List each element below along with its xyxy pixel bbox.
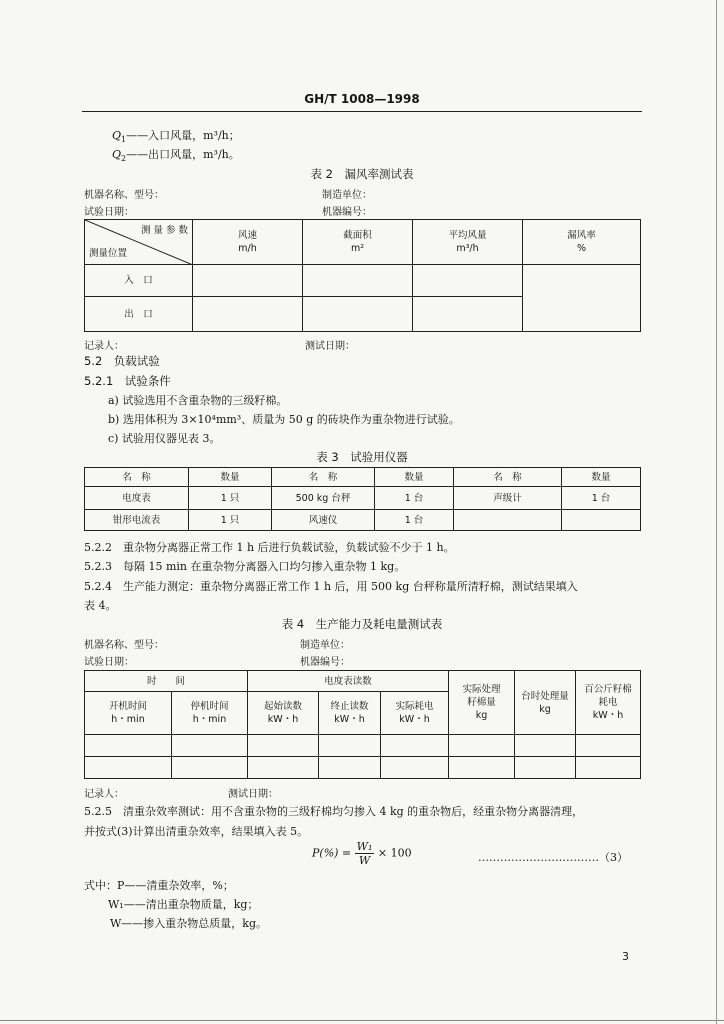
table4-header: 终止读数 kW・h [319,692,381,735]
table-cell [515,757,576,779]
table-cell [413,297,523,332]
standard-number: GH/T 1008—1998 [304,92,420,106]
table-cell [85,757,172,779]
table4-test-date: 试验日期： [84,657,134,668]
table-cell [449,735,515,757]
def-q2: $Q_2——$出口风量，m³/h。 [112,148,240,164]
table-cell: 1 台 [562,487,641,510]
table2-row-label: 入 口 [85,265,193,297]
condition-a: a) 试验选用不含重杂物的三级籽棉。 [108,394,288,407]
table-cell [523,265,641,332]
table-cell: 声级计 [454,487,562,510]
table-cell: 风速仪 [272,510,375,531]
clause-5-2-2: 5.2.2 重杂物分离器正常工作 1 h 后进行负载试验，负载试验不少于 1 h。 [84,541,455,554]
page-edge [0,1020,724,1021]
table3-header: 名 称 [272,468,375,487]
table2-machine-no: 机器编号： [322,207,372,218]
table-cell [319,757,381,779]
table2 [84,219,641,332]
clause-5-2-3: 5.2.3 每隔 15 min 在重杂物分离器入口均匀掺入重杂物 1 kg。 [84,560,406,573]
table2-caption: 表 2 漏风率测试表 [310,167,414,181]
table4-machine-no: 机器编号： [300,657,350,668]
table2-maker: 制造单位： [322,190,372,201]
table4-group-meter: 电度表读数 [248,671,449,692]
table4-maker: 制造单位： [300,640,350,651]
table2-row-label: 出 口 [85,297,193,332]
def-p: 式中：P——清重杂效率，%； [84,879,234,892]
table-cell: 1 只 [189,487,272,510]
table2-header: 平均风量 m³/h [413,220,523,265]
table-cell [172,735,248,757]
table3-header: 名 称 [85,468,189,487]
table-cell: 500 kg 台秤 [272,487,375,510]
table4-header: 停机时间 h・min [172,692,248,735]
table3-header: 数量 [562,468,641,487]
condition-b: b) 选用体积为 3×10⁴mm³、质量为 50 g 的砖块作为重杂物进行试验。 [108,413,460,426]
table-cell [319,735,381,757]
table-cell: 1 台 [375,510,454,531]
table-cell [172,757,248,779]
def-w1: W₁——清出重杂物质量，kg； [108,898,259,911]
clause-5-2-4-cont: 表 4。 [84,599,117,612]
clause-5-2-5-cont: 并按式(3)计算出清重杂效率，结果填入表 5。 [84,825,309,838]
header-rule [82,111,642,112]
table-cell [576,735,641,757]
table-cell [454,510,562,531]
table2-header: 漏风率 % [523,220,641,265]
table-cell [515,735,576,757]
section-5-2: 5.2 负载试验 [84,354,160,368]
table4-header-100kg: 百公斤籽棉 耗电 kW・h [576,671,641,735]
table-cell [303,297,413,332]
formula-fraction: $\frac{\text{W₁}}{W}$ [356,840,373,867]
table4-group-time: 时 间 [85,671,248,692]
table-cell [85,735,172,757]
table-cell [562,510,641,531]
clause-5-2-4: 5.2.4 生产能力测定：重杂物分离器正常工作 1 h 后，用 500 kg 台秤称量所清籽棉，测试结果填入 [84,580,578,593]
table-cell [248,757,319,779]
table4 [84,670,641,779]
table4-header: 起始读数 kW・h [248,692,319,735]
table-cell [449,757,515,779]
table2-date: 测试日期： [305,341,355,352]
table-cell [248,735,319,757]
table3 [84,467,641,531]
table3-header: 数量 [189,468,272,487]
table2-header: 截面积 m² [303,220,413,265]
table4-header: 实际耗电 kW・h [381,692,449,735]
table2-diagonal-header: 测 量 参 数 测量位置 [85,220,193,265]
formula-3: P(%) = $\frac{\text{W₁}}{W}$ × 100 [312,840,412,867]
table4-date: 测试日期： [228,789,278,800]
table4-header-actual: 实际处理 籽棉量 kg [449,671,515,735]
table-cell: 电度表 [85,487,189,510]
table4-header: 开机时间 h・min [85,692,172,735]
table-cell [193,297,303,332]
table4-caption: 表 4 生产能力及耗电量测试表 [281,617,443,631]
table-cell [413,265,523,297]
page-number: 3 [622,950,629,963]
table2-machine-name: 机器名称、型号： [84,190,164,201]
table4-recorder: 记录人： [84,789,124,800]
condition-c: c) 试验用仪器见表 3。 [108,432,221,445]
table2-header: 风速 m/h [193,220,303,265]
table-cell [381,757,449,779]
table-cell: 1 只 [189,510,272,531]
page-edge-right [716,0,717,1024]
def-q1: $Q_1——$入口风量，m³/h； [112,129,240,145]
clause-5-2-5: 5.2.5 清重杂效率测试：用不含重杂物的三级籽棉均匀掺入 4 kg 的重杂物后，经重杂物分离器清理， [84,805,584,818]
table2-recorder: 记录人： [84,341,124,352]
table3-header: 名 称 [454,468,562,487]
table2-test-date: 试验日期： [84,207,134,218]
def-w: W——掺入重杂物总质量，kg。 [110,917,268,930]
table3-header: 数量 [375,468,454,487]
table-cell: 钳形电流表 [85,510,189,531]
table4-header-hourly: 台时处理量 kg [515,671,576,735]
formula-number: ……………………………（3） [478,851,628,864]
table4-machine-name: 机器名称、型号： [84,640,164,651]
table-cell: 1 台 [375,487,454,510]
table-cell [576,757,641,779]
table-cell [193,265,303,297]
table-cell [303,265,413,297]
section-5-2-1: 5.2.1 试验条件 [84,374,171,388]
table3-caption: 表 3 试验用仪器 [316,450,408,464]
table-cell [381,735,449,757]
